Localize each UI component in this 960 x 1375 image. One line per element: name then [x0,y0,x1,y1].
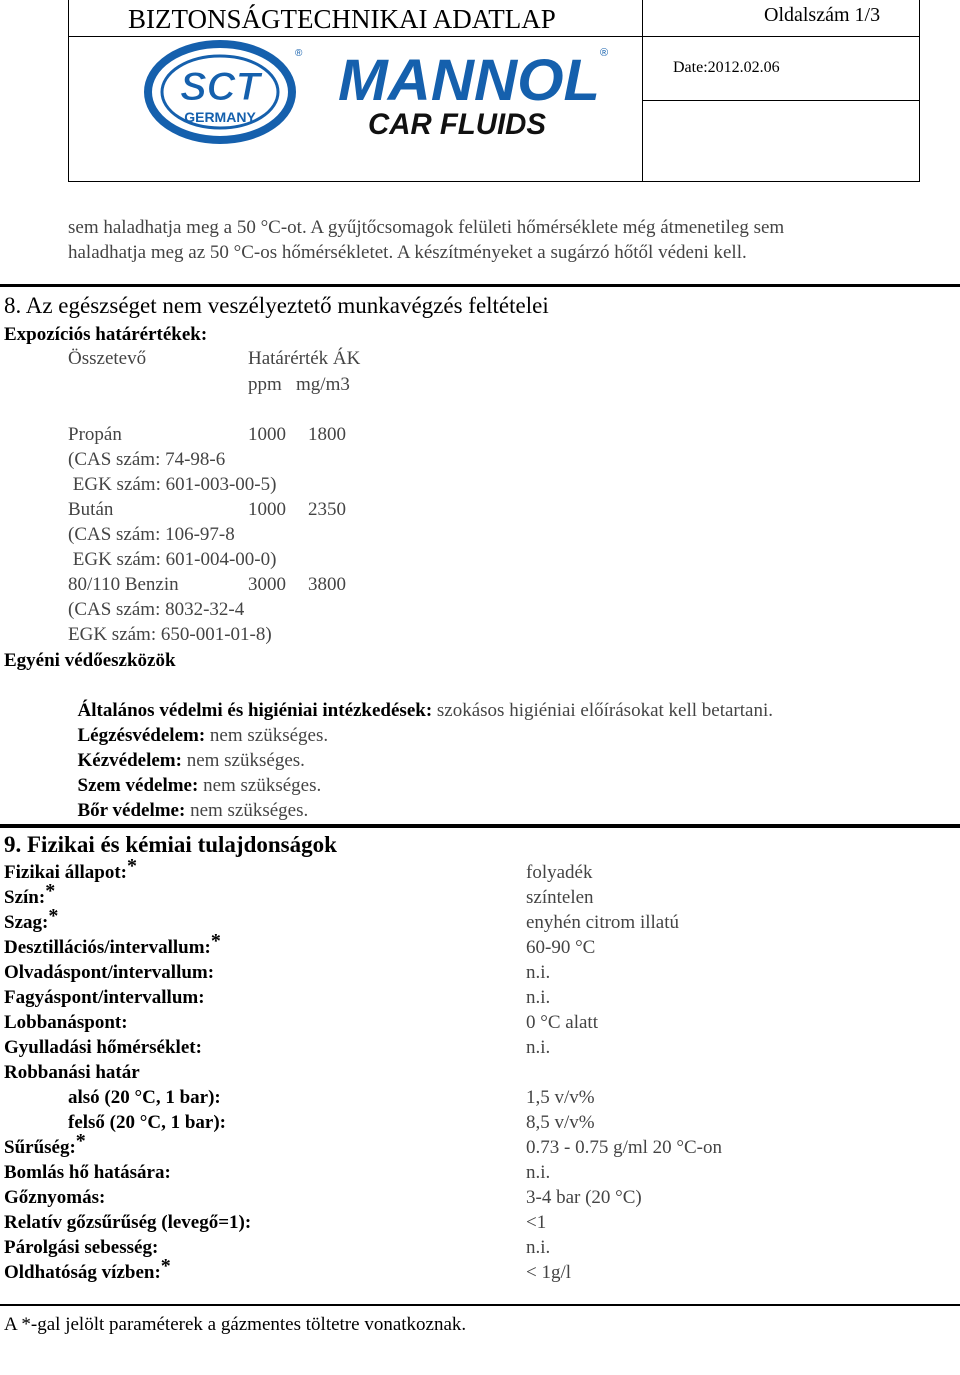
ppe-label: Szem védelme: [77,775,199,796]
property-value: 60-90 °C [526,937,596,958]
component-mg: 2350 [308,499,346,520]
component-cas: (CAS szám: 106-97-8 [68,524,235,545]
intro-line-2: haladhatja meg az 50 °C-os hőmérsékletet. A készítményeket a sugárzó hőtől védeni kell. [68,242,747,263]
property-value: enyhén citrom illatú [526,912,680,933]
ppe-label: Általános védelmi és higiéniai intézkedések: [77,700,433,721]
svg-text:CAR FLUIDS: CAR FLUIDS [368,108,546,141]
ppe-label: Légzésvédelem: [77,725,206,746]
property-label [4,1210,251,1235]
property-label [4,1255,171,1285]
property-value: 0 °C alatt [526,1012,598,1033]
property-label-text: felső (20 °C, 1 bar): [68,1112,226,1133]
property-label-text: Relatív gőzsűrűség (levegő=1): [4,1212,252,1233]
asterisk-marker: * [48,905,59,927]
component-egk: EGK szám: 650-001-01-8) [68,624,272,645]
property-label [4,960,214,985]
asterisk-marker: * [160,1255,171,1277]
property-value: 0.73 - 0.75 g/ml 20 °C-on [526,1137,723,1158]
ppe-value: nem szükséges. [185,800,309,821]
page-number: Oldalszám 1/3 [764,4,881,26]
component-egk: EGK szám: 601-004-00-0) [68,549,277,570]
property-label-text: Oldhatóság vízben: [4,1262,161,1283]
property-label-text: Sűrűség: [4,1137,76,1158]
property-label [4,855,137,885]
property-value: <1 [526,1212,547,1233]
property-label-text: Olvadáspont/intervallum: [4,962,215,983]
property-label [4,1130,86,1160]
property-label [4,1185,105,1210]
svg-text:®: ® [600,47,609,59]
property-label [4,1035,202,1060]
component-name: 80/110 Benzin [68,574,179,595]
exposure-heading: Expozíciós határértékek: [4,324,208,345]
property-value: 8,5 v/v% [526,1112,595,1133]
ppe-value: szokásos higiéniai előírásokat kell betartani. [432,700,773,721]
section-8-rule [0,284,960,287]
svg-text:MANNOL: MANNOL [338,48,600,113]
footnote-rule [0,1304,960,1306]
property-value: színtelen [526,887,594,908]
component-ppm: 1000 [248,499,286,520]
asterisk-marker: * [210,930,221,952]
property-label-text: Gyulladási hőmérséklet: [4,1037,202,1058]
section-8-heading: 8. Az egészséget nem veszélyeztető munkavégzés feltételei [4,293,549,318]
property-value: n.i. [526,962,551,983]
component-ppm: 3000 [248,574,286,595]
property-label [68,1085,221,1110]
property-label-text: alsó (20 °C, 1 bar): [68,1087,221,1108]
ppe-value: nem szükséges. [198,775,322,796]
sct-mannol-logo [140,38,620,150]
property-value: 3-4 bar (20 °C) [526,1187,642,1208]
property-label [4,1235,158,1260]
property-label-text: Lobbanáspont: [4,1012,128,1033]
property-label-text: Fizikai állapot: [4,862,127,883]
col-component: Összetevő [68,348,147,369]
property-value: n.i. [526,1037,551,1058]
ppe-item [68,773,308,823]
property-value: n.i. [526,1162,551,1183]
component-mg: 1800 [308,424,346,445]
property-value: n.i. [526,987,551,1008]
property-label [4,1010,128,1035]
ppe-heading: Egyéni védőeszközök [4,650,176,671]
component-name: Bután [68,499,114,520]
footnote: A *-gal jelölt paraméterek a gázmentes töltetre vonatkoznak. [4,1314,467,1335]
intro-line-1: sem haladhatja meg a 50 °C-ot. A gyűjtőcsomagok felületi hőmérséklete még átmenetileg sem [68,217,785,238]
property-label [4,905,59,935]
property-value: 1,5 v/v% [526,1087,595,1108]
component-ppm: 1000 [248,424,286,445]
property-label [68,1110,226,1135]
section-9-rule [0,824,960,828]
property-label [4,985,205,1010]
document-date: Date:2012.02.06 [673,59,780,76]
property-label-text: Gőznyomás: [4,1187,106,1208]
svg-text:SCT: SCT [180,65,260,109]
property-label-text: Desztillációs/intervallum: [4,937,211,958]
property-label-text: Fagyáspont/intervallum: [4,987,205,1008]
col-limit: Határérték ÁK [248,348,361,369]
asterisk-marker: * [75,1130,86,1152]
property-value: n.i. [526,1237,551,1258]
property-label-text: Bomlás hő hatására: [4,1162,171,1183]
component-cas: (CAS szám: 74-98-6 [68,449,226,470]
property-label [4,1060,140,1085]
svg-text:GERMANY: GERMANY [184,109,256,125]
svg-text:®: ® [295,48,303,59]
ppe-value: nem szükséges. [205,725,329,746]
component-egk: EGK szám: 601-003-00-5) [68,474,277,495]
ppe-label: Bőr védelme: [77,800,186,821]
property-value: folyadék [526,862,593,883]
asterisk-marker: * [45,880,56,902]
ppe-value: nem szükséges. [181,750,305,771]
section-9-heading: 9. Fizikai és kémiai tulajdonságok [4,832,337,857]
property-label-text: Robbanási határ [4,1062,140,1083]
component-name: Propán [68,424,122,445]
property-label [4,1160,171,1185]
document-title: BIZTONSÁGTECHNIKAI ADATLAP [128,4,556,34]
property-label-text: Szag: [4,912,49,933]
property-label-text: Párolgási sebesség: [4,1237,159,1258]
component-mg: 3800 [308,574,346,595]
asterisk-marker: * [126,855,137,877]
property-label-text: Szín: [4,887,46,908]
ppe-label: Kézvédelem: [77,750,182,771]
property-value: < 1g/l [526,1262,572,1283]
component-cas: (CAS szám: 8032-32-4 [68,599,245,620]
property-label [4,930,221,960]
col-units: ppm mg/m3 [248,374,350,395]
